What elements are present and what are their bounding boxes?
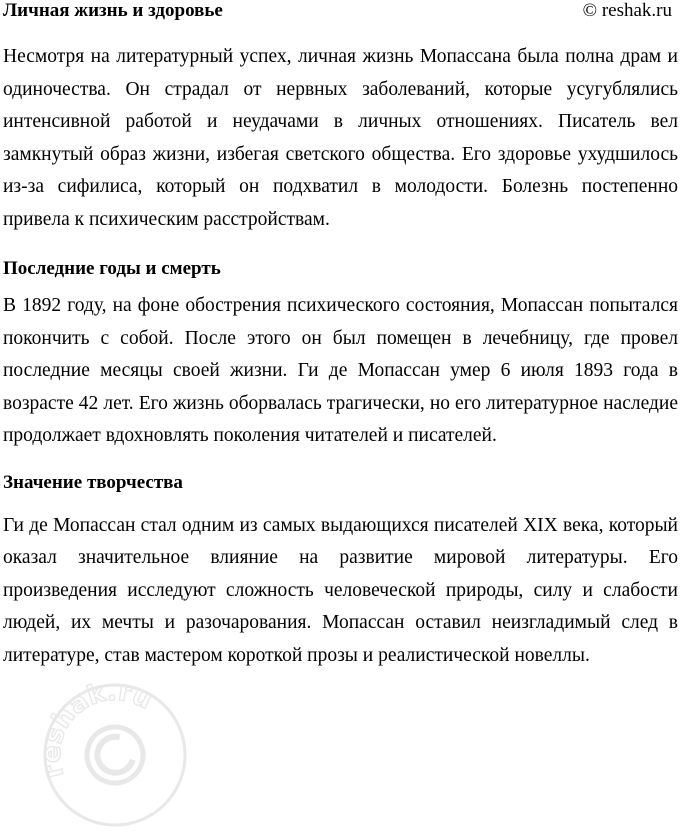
section-text-personal-life: Несмотря на литературный успех, личная жизнь Мопассана была полна драм и одиночества. Он страдал от нервных заболеваний, которые усугублялись интенсивной работой и неудачами в личных отношениях. Писатель вел замкнутый образ жизни, избегая светского общества. Его здоровье ухудшилось из-за сифилиса, который он подхватил в молодости. Болезнь постепенно привела к психическим расстройствам. (3, 46, 678, 230)
site-copyright: © reshak.ru (582, 0, 672, 21)
section-heading-last-years: Последние годы и смерть (3, 258, 221, 279)
header-row (3, 0, 678, 26)
copyright-seal-icon (20, 660, 210, 840)
section-heading-significance: Значение творчества (3, 471, 183, 493)
section-heading-personal-life: Личная жизнь и здоровье (3, 0, 223, 21)
section-text-last-years: В 1892 году, на фоне обострения психического состояния, Мопассан попытался покончить с собой. После этого он был помещен в лечебницу, где провел последние месяцы своей жизни. Ги де Мопассан умер 6 июля 1893 года в возрасте 42 лет. Его жизнь оборвалась трагически, но его литературное наследие продолжает вдохновлять поколения читателей и писателей. (3, 295, 678, 446)
watermark-text: reshak.ru (36, 676, 157, 782)
section-text-significance: Ги де Мопассан стал одним из самых выдающихся писателей XIX века, который оказал значительное влияние на развитие мировой литературы. Его произведения исследуют сложность человеческой природы, силу и слабости людей, их мечты и разочарования. Мопассан оставил неизгладимый след в литературе, став мастером короткой прозы и реалистической новеллы. (3, 514, 678, 666)
